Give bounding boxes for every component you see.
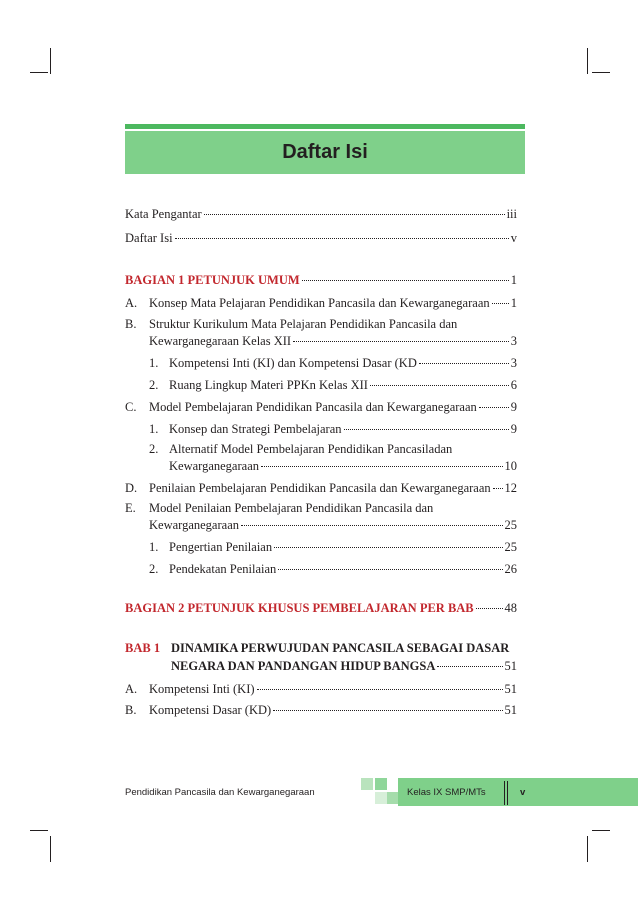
crop-mark (50, 48, 51, 74)
crop-mark (30, 830, 48, 831)
crop-mark (30, 72, 48, 73)
toc-entry[interactable]: D. Penilaian Pembelajaran Pendidikan Pancasila dan Kewarganegaraan 12 (125, 481, 517, 495)
footer-divider (504, 781, 505, 805)
decorative-square (361, 778, 373, 790)
crop-mark (587, 48, 588, 74)
toc-subentry[interactable]: 1. Kompetensi Inti (KI) dan Kompetensi Dasar (KD 3 (149, 356, 517, 370)
toc-entry[interactable]: A. Konsep Mata Pelajaran Pendidikan Pancasila dan Kewarganegaraan 1 (125, 296, 517, 310)
toc-entry[interactable]: C. Model Pembelajaran Pendidikan Pancasila dan Kewarganegaraan 9 (125, 400, 517, 414)
decorative-square (375, 792, 387, 804)
footer-class-label: Kelas IX SMP/MTs (407, 787, 486, 798)
decorative-square (375, 778, 387, 790)
footer-divider (507, 781, 508, 805)
toc-entry[interactable]: B. Struktur Kurikulum Mata Pelajaran Pendidikan Pancasila dan (125, 317, 458, 331)
toc-entry[interactable]: Daftar Isi v (125, 231, 517, 245)
toc-section-heading[interactable]: BAGIAN 2 PETUNJUK KHUSUS PEMBELAJARAN PER BAB 48 (125, 601, 517, 615)
toc-subentry[interactable]: 1. Konsep dan Strategi Pembelajaran 9 (149, 422, 517, 436)
crop-mark (592, 72, 610, 73)
crop-mark (587, 836, 588, 862)
toc-chapter-heading-continued[interactable]: NEGARA DAN PANDANGAN HIDUP BANGSA 51 (171, 659, 517, 673)
toc-entry[interactable]: Kata Pengantar iii (125, 207, 517, 221)
toc-subentry[interactable]: 2. Ruang Lingkup Materi PPKn Kelas XII 6 (149, 378, 517, 392)
page-footer (125, 778, 557, 806)
toc-entry-continued[interactable]: Kewarganegaraan Kelas XII 3 (149, 334, 517, 348)
page-number: v (520, 787, 526, 798)
page-title: Daftar Isi (282, 141, 368, 163)
toc-entry[interactable]: A. Kompetensi Inti (KI) 51 (125, 682, 517, 696)
toc-section-heading[interactable]: BAGIAN 1 PETUNJUK UMUM 1 (125, 273, 517, 287)
title-banner (125, 124, 525, 174)
toc-chapter-heading[interactable]: BAB 1 DINAMIKA PERWUJUDAN PANCASILA SEBAGAI DASAR (125, 641, 510, 655)
toc-entry[interactable]: B. Kompetensi Dasar (KD) 51 (125, 703, 517, 717)
decorative-square (387, 792, 398, 804)
toc-subentry[interactable]: 2. Pendekatan Penilaian 26 (149, 562, 517, 576)
toc-entry-continued[interactable]: Kewarganegaraan 25 (149, 518, 517, 532)
crop-mark (592, 830, 610, 831)
toc-subentry[interactable]: 2. Alternatif Model Pembelajaran Pendidikan Pancasiladan (149, 442, 453, 456)
toc-subentry-continued[interactable]: Kewarganegaraan 10 (169, 459, 517, 473)
footer-book-title: Pendidikan Pancasila dan Kewarganegaraan (125, 787, 315, 798)
crop-mark (50, 836, 51, 862)
toc-entry[interactable]: E. Model Penilaian Pembelajaran Pendidikan Pancasila dan (125, 501, 434, 515)
toc-subentry[interactable]: 1. Pengertian Penilaian 25 (149, 540, 517, 554)
